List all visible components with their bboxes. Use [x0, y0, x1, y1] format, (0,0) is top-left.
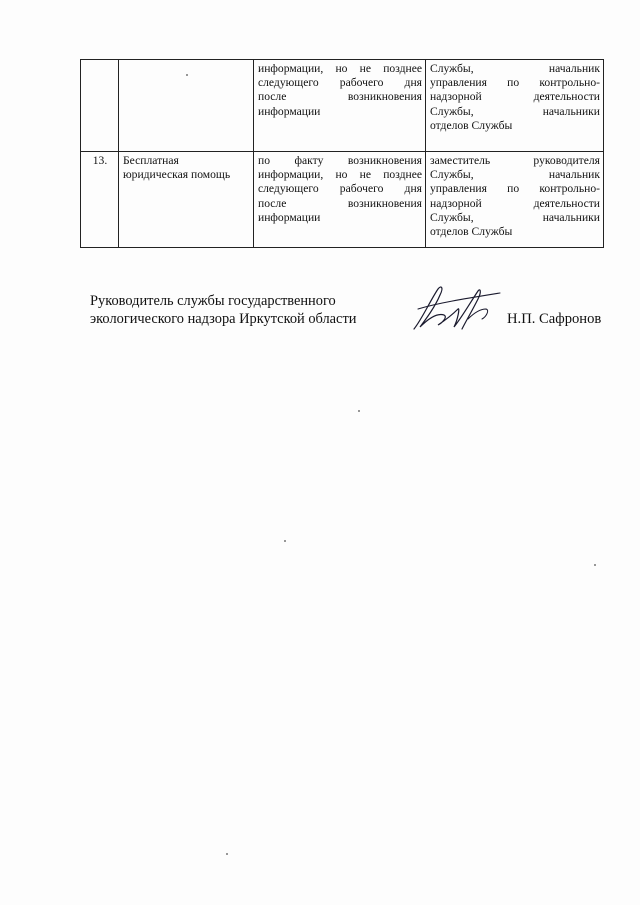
responsible-cell	[426, 152, 604, 248]
term-line: информации	[258, 104, 321, 118]
term-line: информации	[258, 210, 321, 224]
responsible-line: надзорной деятельности	[430, 90, 600, 104]
term-line: после возникновения	[258, 196, 422, 210]
handwritten-signature	[408, 279, 508, 337]
signature-block	[90, 293, 610, 353]
responsible-line: Службы, начальник	[430, 62, 600, 75]
signatory-title	[90, 293, 356, 328]
term-line: по факту возникновения	[258, 154, 422, 167]
signatory-title-line: Руководитель службы государственного	[90, 293, 336, 309]
term-line: следующего рабочего дня	[258, 76, 422, 90]
responsible-line: управления по контрольно-	[430, 182, 600, 196]
responsible-line: надзорной деятельности	[430, 196, 600, 210]
service-name-cell	[119, 152, 254, 248]
responsible-line: Службы, начальники	[430, 210, 600, 224]
responsible-line: отделов Службы	[430, 225, 513, 239]
term-cell	[254, 60, 426, 152]
responsible-line: отделов Службы	[430, 118, 513, 132]
term-line: информации, но не позднее	[258, 62, 422, 75]
responsible-line: заместитель руководителя	[430, 154, 600, 167]
table-row	[81, 152, 604, 248]
responsible-line: управления по контрольно-	[430, 76, 600, 90]
scan-speck	[594, 564, 596, 566]
scan-speck	[186, 74, 188, 76]
term-line: после возникновения	[258, 90, 422, 104]
scan-speck	[226, 853, 228, 855]
term-line: следующего рабочего дня	[258, 182, 422, 196]
row-number-cell: 13.	[81, 152, 119, 248]
signatory-name: Н.П. Сафронов	[507, 311, 602, 327]
term-cell	[254, 152, 426, 248]
service-name-line: Бесплатная	[123, 154, 179, 167]
responsible-line: Службы, начальник	[430, 168, 600, 182]
term-line: информации, но не позднее	[258, 168, 422, 182]
responsible-line: Службы, начальники	[430, 104, 600, 118]
signatory-title-line: экологического надзора Иркутской области	[90, 310, 357, 327]
table-row	[81, 60, 604, 152]
row-number-cell	[81, 60, 119, 152]
scan-speck	[284, 540, 286, 542]
responsible-cell	[426, 60, 604, 152]
scan-speck	[358, 410, 360, 412]
service-name-line: юридическая помощь	[123, 168, 231, 182]
responsibility-table	[80, 59, 604, 248]
